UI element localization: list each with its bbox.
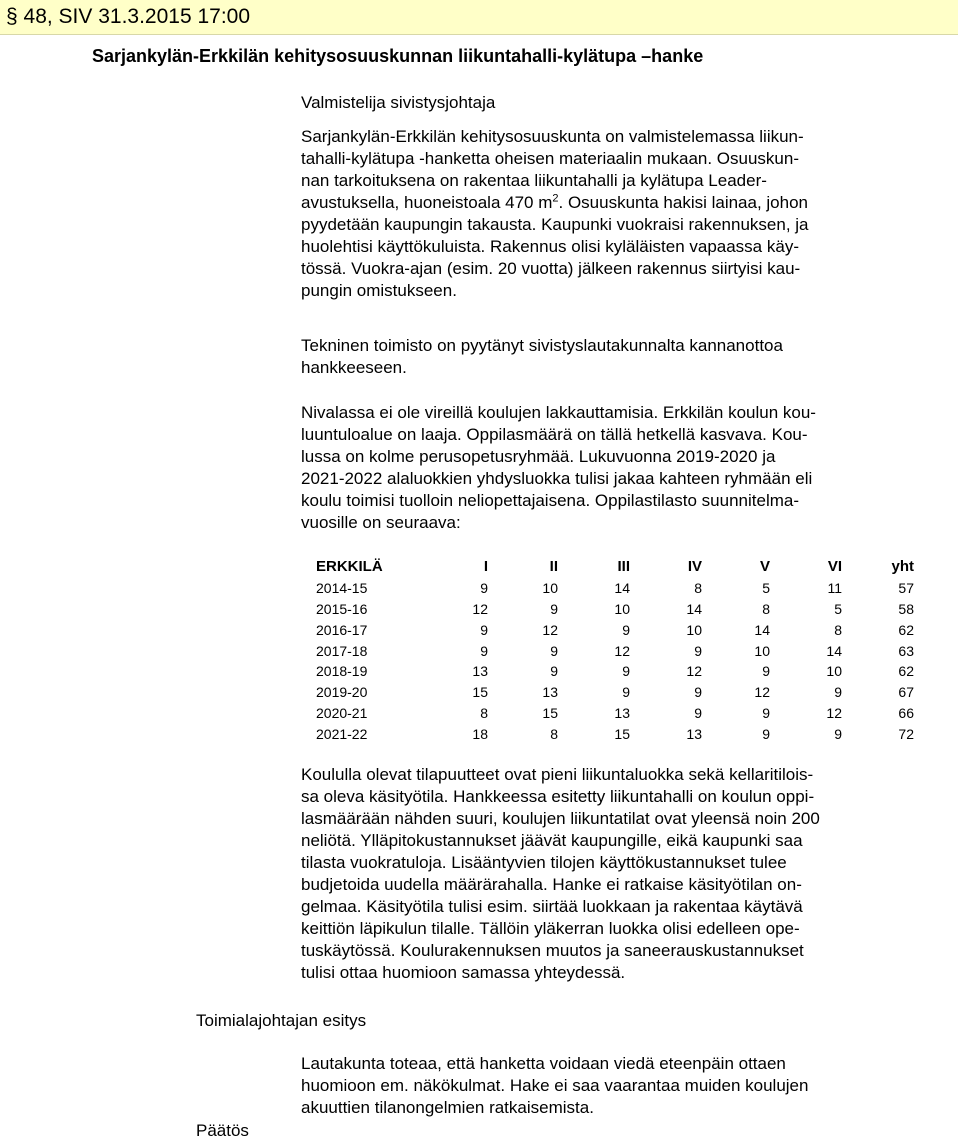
pupil-count-cell: 13 <box>614 704 630 721</box>
pupil-count-cell: 12 <box>686 663 702 680</box>
text-line: tulisi ottaa huomioon samassa yhteydessä. <box>301 963 626 982</box>
pupil-statistics-table <box>316 557 914 744</box>
table-header-row <box>316 557 914 578</box>
column-header: II <box>549 558 558 576</box>
pupil-count-cell: 9 <box>480 621 488 638</box>
document-title: Sarjankylän-Erkkilän kehitysosuuskunnan liikuntahalli-kylätupa –hanke <box>92 46 704 66</box>
pupil-count-cell: 9 <box>694 704 702 721</box>
school-year-cell: 2020-21 <box>316 704 368 721</box>
text-fragment: . Osuuskunta hakisi lainaa, johon <box>558 193 809 212</box>
text-line: vuosille on seuraava: <box>301 513 461 532</box>
paragraph-board-statement <box>301 1053 901 1119</box>
text-line: lussa on kolme perusopetusryhmää. Lukuvuonna 2019-2020 ja <box>301 447 776 466</box>
pupil-count-cell: 9 <box>622 621 630 638</box>
pupil-count-cell: 8 <box>550 725 558 742</box>
proposal-label: Toimialajohtajan esitys <box>196 1011 367 1030</box>
school-year-cell: 2017-18 <box>316 642 368 659</box>
text-line: koulu toimisi tuolloin neliopettajaisena. Oppilastilasto suunnitelma- <box>301 491 799 510</box>
paragraph-school-situation <box>301 402 901 534</box>
pupil-count-cell: 11 <box>827 580 842 597</box>
pupil-count-cell: 8 <box>694 580 702 597</box>
pupil-count-cell: 9 <box>550 663 558 680</box>
column-header: V <box>759 558 770 576</box>
table-row <box>316 640 914 661</box>
paragraph-space-shortages <box>301 764 901 984</box>
table-row <box>316 723 914 744</box>
pupil-count-cell: 9 <box>550 642 558 659</box>
column-header: VI <box>827 558 842 576</box>
pupil-count-cell: 57 <box>898 580 914 597</box>
text-fragment: avustuksella, huoneistoala 470 m <box>301 193 553 212</box>
pupil-count-cell: 8 <box>480 704 488 721</box>
pupil-count-cell: 10 <box>686 621 702 638</box>
pupil-count-cell: 13 <box>686 725 702 742</box>
paragraph-background <box>301 126 901 302</box>
pupil-count-cell: 9 <box>694 684 702 701</box>
text-line: Tekninen toimisto on pyytänyt sivistyslautakunnalta kannanottoa <box>301 336 783 355</box>
text-line: lasmäärään nähden suuri, koulujen liikuntatilat ovat yleensä noin 200 <box>301 809 820 828</box>
pupil-count-cell: 14 <box>826 642 842 659</box>
text-line: akuuttien tilanongelmien ratkaisemista. <box>301 1098 594 1117</box>
pupil-count-cell: 12 <box>754 684 770 701</box>
school-year-cell: 2014-15 <box>316 580 368 597</box>
text-line: hankkeeseen. <box>301 358 407 377</box>
text-line: keittiön läpikulun tilalle. Tällöin yläkerran luokka olisi edelleen ope- <box>301 919 800 938</box>
pupil-count-cell: 62 <box>898 621 914 638</box>
decision-label: Päätös <box>196 1121 249 1140</box>
text-line: gelmaa. Käsityötila tulisi esim. siirtää luokkaan ja rakentaa käytävä <box>301 897 803 916</box>
column-header: yht <box>891 558 914 576</box>
pupil-count-cell: 9 <box>834 684 842 701</box>
table-row <box>316 661 914 682</box>
table-row <box>316 703 914 724</box>
school-year-cell: 2015-16 <box>316 600 368 617</box>
text-line-with-superscript <box>301 192 901 214</box>
pupil-count-cell: 8 <box>762 600 770 617</box>
school-year-cell: 2019-20 <box>316 684 368 701</box>
column-header: III <box>617 558 630 576</box>
pupil-count-cell: 14 <box>614 580 630 597</box>
text-line: tuskäytössä. Koulurakennuksen muutos ja saneerauskustannukset <box>301 941 804 960</box>
text-line: 2021-2022 alaluokkien yhdysluokka tulisi jakaa kahteen ryhmään eli <box>301 469 813 488</box>
pupil-count-cell: 14 <box>754 621 770 638</box>
table-row <box>316 619 914 640</box>
pupil-count-cell: 12 <box>826 704 842 721</box>
text-line: Nivalassa ei ole vireillä koulujen lakkauttamisia. Erkkilän koulun kou- <box>301 403 816 422</box>
pupil-count-cell: 9 <box>694 642 702 659</box>
pupil-count-cell: 9 <box>762 704 770 721</box>
pupil-count-cell: 12 <box>542 621 558 638</box>
text-line: Lautakunta toteaa, että hanketta voidaan viedä eteenpäin ottaen <box>301 1054 786 1073</box>
text-line: nan tarkoituksena on rakentaa liikuntahalli ja kylätupa Leader- <box>301 171 767 190</box>
paragraph-technical-office <box>301 335 901 379</box>
pupil-count-cell: 9 <box>762 725 770 742</box>
text-line: huolehtisi käyttökuluista. Rakennus olisi kyläläisten vapaassa käy- <box>301 237 799 256</box>
school-year-cell: 2018-19 <box>316 663 368 680</box>
pupil-count-cell: 67 <box>898 684 914 701</box>
pupil-count-cell: 13 <box>472 663 488 680</box>
text-line: luuntuloalue on laaja. Oppilasmäärä on tällä hetkellä kasvava. Kou- <box>301 425 808 444</box>
text-line: tössä. Vuokra-ajan (esim. 20 vuotta) jälkeen rakennus siirtyisi kau- <box>301 259 801 278</box>
pupil-count-cell: 15 <box>472 684 488 701</box>
pupil-count-cell: 10 <box>826 663 842 680</box>
meeting-header <box>0 0 958 35</box>
text-line: tilasta vuokratuloja. Lisääntyvien tilojen käyttökustannukset tulee <box>301 853 787 872</box>
school-year-cell: 2021-22 <box>316 725 368 742</box>
pupil-count-cell: 15 <box>542 704 558 721</box>
text-line: budjetoida uudella määrärahalla. Hanke ei ratkaise käsityötilan on- <box>301 875 802 894</box>
school-year-cell: 2016-17 <box>316 621 368 638</box>
text-line: Koululla olevat tilapuutteet ovat pieni liikuntaluokka sekä kellaritilois- <box>301 765 814 784</box>
column-header: I <box>483 558 488 576</box>
pupil-count-cell: 10 <box>614 600 630 617</box>
pupil-count-cell: 12 <box>614 642 630 659</box>
pupil-count-cell: 9 <box>480 580 488 597</box>
pupil-count-cell: 58 <box>898 600 914 617</box>
section-reference: § 48, SIV 31.3.2015 17:00 <box>6 5 251 28</box>
pupil-count-cell: 9 <box>480 642 488 659</box>
table-row <box>316 578 914 599</box>
pupil-count-cell: 9 <box>762 663 770 680</box>
pupil-count-cell: 5 <box>762 580 770 597</box>
pupil-count-cell: 10 <box>754 642 770 659</box>
column-header: ERKKILÄ <box>316 558 383 576</box>
pupil-count-cell: 63 <box>898 642 914 659</box>
pupil-count-cell: 5 <box>834 600 842 617</box>
pupil-count-cell: 18 <box>472 725 488 742</box>
pupil-count-cell: 9 <box>622 684 630 701</box>
text-line: huomioon em. näkökulmat. Hake ei saa vaarantaa muiden koulujen <box>301 1076 809 1095</box>
text-line: sa oleva käsityötila. Hankkeessa esitetty liikuntahalli on koulun oppi- <box>301 787 815 806</box>
pupil-count-cell: 14 <box>686 600 702 617</box>
table-row <box>316 599 914 620</box>
pupil-count-cell: 9 <box>550 600 558 617</box>
pupil-count-cell: 66 <box>898 704 914 721</box>
pupil-count-cell: 72 <box>898 725 914 742</box>
pupil-count-cell: 10 <box>542 580 558 597</box>
preparer-line <box>301 92 901 114</box>
pupil-count-cell: 12 <box>472 600 488 617</box>
text-line: neliötä. Ylläpitokustannukset jäävät kaupungille, eikä kaupunki saa <box>301 831 803 850</box>
table-row <box>316 682 914 703</box>
preparer-text: Valmistelija sivistysjohtaja <box>301 93 496 112</box>
text-line: pyydetään kaupungin takausta. Kaupunki vuokraisi rakennuksen, ja <box>301 215 809 234</box>
text-line: Sarjankylän-Erkkilän kehitysosuuskunta on valmistelemassa liikun- <box>301 127 804 146</box>
text-line: tahalli-kylätupa -hanketta oheisen materiaalin mukaan. Osuuskun- <box>301 149 799 168</box>
text-line: pungin omistukseen. <box>301 281 457 300</box>
column-header: IV <box>687 558 702 576</box>
pupil-count-cell: 62 <box>898 663 914 680</box>
pupil-count-cell: 9 <box>622 663 630 680</box>
superscript: 2 <box>552 192 559 205</box>
pupil-count-cell: 8 <box>834 621 842 638</box>
pupil-count-cell: 15 <box>614 725 630 742</box>
pupil-count-cell: 13 <box>542 684 558 701</box>
pupil-count-cell: 9 <box>834 725 842 742</box>
